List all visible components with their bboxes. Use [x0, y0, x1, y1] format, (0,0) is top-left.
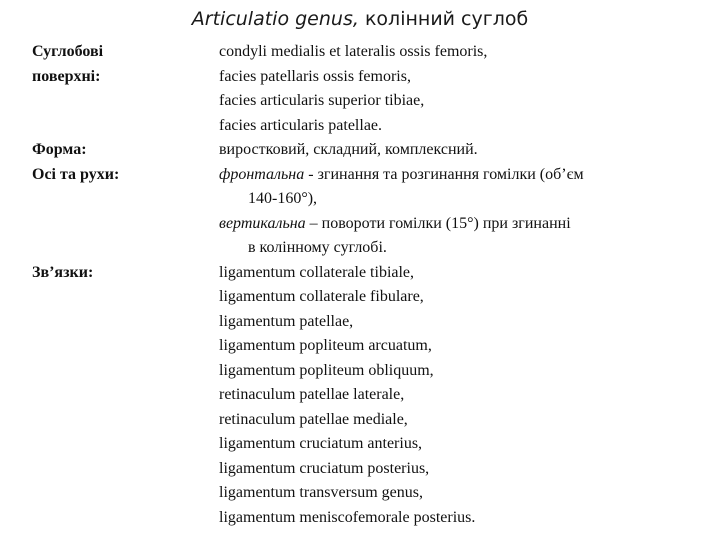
- label-surfaces-line1: Суглобові: [32, 43, 104, 60]
- shape-value: виростковий, складний, комплексний.: [219, 141, 478, 158]
- axis-vertical-text: – повороти гомілки (15°) при згинанні: [305, 214, 571, 232]
- surface-item: facies articularis superior tibiae,: [219, 92, 425, 109]
- label-spacer: [32, 187, 212, 212]
- labels-column: [32, 40, 212, 285]
- label-spacer: [32, 114, 212, 139]
- ligament-item: ligamentum collaterale tibiale,: [219, 263, 415, 281]
- surface-item: facies articularis patellae.: [219, 116, 383, 134]
- label-surfaces-line2: поверхні:: [32, 67, 101, 85]
- axis-frontal: [219, 163, 714, 188]
- ligament-item: ligamentum meniscofemorale posterius.: [219, 508, 476, 526]
- axis-frontal-text: - згинання та розгинання гомілки (об’єм: [304, 165, 584, 183]
- ligament-item: retinaculum patellae mediale,: [219, 410, 408, 428]
- ligament-item: ligamentum popliteum arcuatum,: [219, 337, 432, 354]
- ligament-item: retinaculum patellae laterale,: [219, 386, 405, 403]
- ligament-item: ligamentum patellae,: [219, 312, 354, 330]
- axis-frontal-continuation: 140-160°),: [248, 190, 318, 207]
- surface-item: facies patellaris ossis femoris,: [219, 67, 411, 85]
- axis-vertical: [219, 212, 714, 237]
- label-ligaments: Зв’язки:: [32, 263, 94, 281]
- ligament-item: ligamentum popliteum obliquum,: [219, 361, 434, 379]
- surface-item: condyli medialis et lateralis ossis femoris,: [219, 43, 488, 60]
- ligament-item: ligamentum cruciatum posterius,: [219, 459, 430, 477]
- ligament-item: ligamentum cruciatum anterius,: [219, 435, 423, 452]
- axis-frontal-term: фронтальна: [219, 165, 305, 183]
- content-column: [219, 40, 714, 530]
- label-shape: Форма:: [32, 141, 87, 158]
- axis-vertical-continuation: в колінному суглобі.: [248, 239, 387, 256]
- ligament-item: ligamentum transversum genus,: [219, 484, 423, 501]
- ligament-item: ligamentum collaterale fibulare,: [219, 288, 424, 305]
- title-ukrainian: колінний суглоб: [358, 8, 529, 30]
- axis-vertical-term: вертикальна: [219, 214, 306, 232]
- page-title: [0, 6, 720, 32]
- title-latin: Articulatio genus,: [191, 8, 359, 30]
- label-axes: Осі та рухи:: [32, 165, 120, 183]
- label-spacer: [32, 212, 212, 237]
- label-spacer: [32, 236, 212, 261]
- label-spacer: [32, 89, 212, 114]
